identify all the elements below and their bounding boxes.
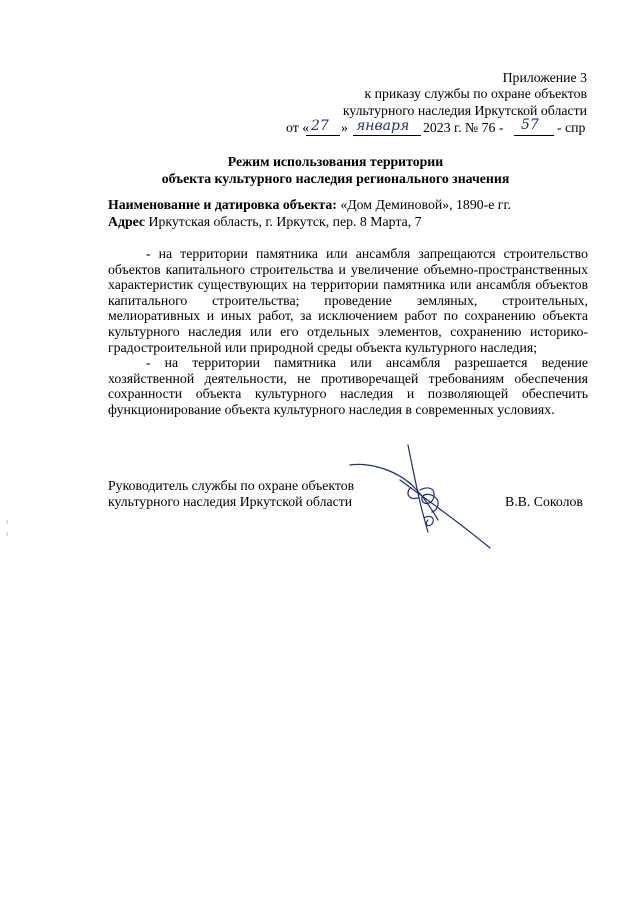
object-name-label: Наименование и датировка объекта: <box>108 197 337 212</box>
number-underline <box>514 135 554 136</box>
object-address-label: Адрес <box>108 214 146 229</box>
regime-body <box>108 246 588 418</box>
document-title: Режим использования территории <box>227 154 444 169</box>
object-name-line <box>108 197 511 213</box>
signatory-position-line2: культурного наследия Иркутской области <box>108 494 353 509</box>
order-suffix: - спр <box>557 120 586 135</box>
handwritten-order-number: 57 <box>521 117 539 133</box>
appendix-number: Приложение 3 <box>502 70 587 85</box>
order-date-line <box>0 117 639 138</box>
year-and-order: 2023 г. № 76 - <box>423 120 504 135</box>
handwritten-signature <box>340 440 510 560</box>
order-authority: культурного наследия Иркутской области <box>342 103 587 118</box>
scan-edge-mark <box>6 520 8 540</box>
date-quote-close: » <box>341 120 348 135</box>
month-underline <box>353 135 421 136</box>
day-underline <box>306 135 340 136</box>
handwritten-month: января <box>356 118 410 134</box>
permissions-paragraph: - на территории памятника или ансамбля разрешается ведение хозяйственной деятельности, не противоречащей требованиям обеспечения сохранности объекта культурного наследия и позволяющей обеспечить функционирование объекта культурного наследия в современных условиях. <box>108 355 588 417</box>
date-prefix: от « <box>286 120 310 135</box>
order-reference: к приказу службы по охране объектов <box>364 86 587 101</box>
signatory-name: В.В. Соколов <box>505 494 583 509</box>
document-subtitle: объекта культурного наследия регионального значения <box>161 171 510 186</box>
object-address-value: Иркутская область, г. Иркутск, пер. 8 Марта, 7 <box>148 214 422 229</box>
handwritten-day: 27 <box>311 118 329 134</box>
object-address-line <box>108 214 422 230</box>
prohibitions-paragraph: - на территории памятника или ансамбля запрещаются строительство объектов капитального строительства и увеличение объемно-пространственных характеристик существующих на территории памятника или ансамбля объектов капитального строительства; проведение земляных, строительных, мелиоративных и иных работ, за исключением работ по сохранению объекта культурного наследия или его отдельных элементов, сохранению историко-градостроительной или природной среды объекта культурного наследия; <box>108 246 588 355</box>
object-name-value: «Дом Деминовой», 1890-е гг. <box>340 197 512 212</box>
signatory-position-line1: Руководитель службы по охране объектов <box>108 478 355 493</box>
